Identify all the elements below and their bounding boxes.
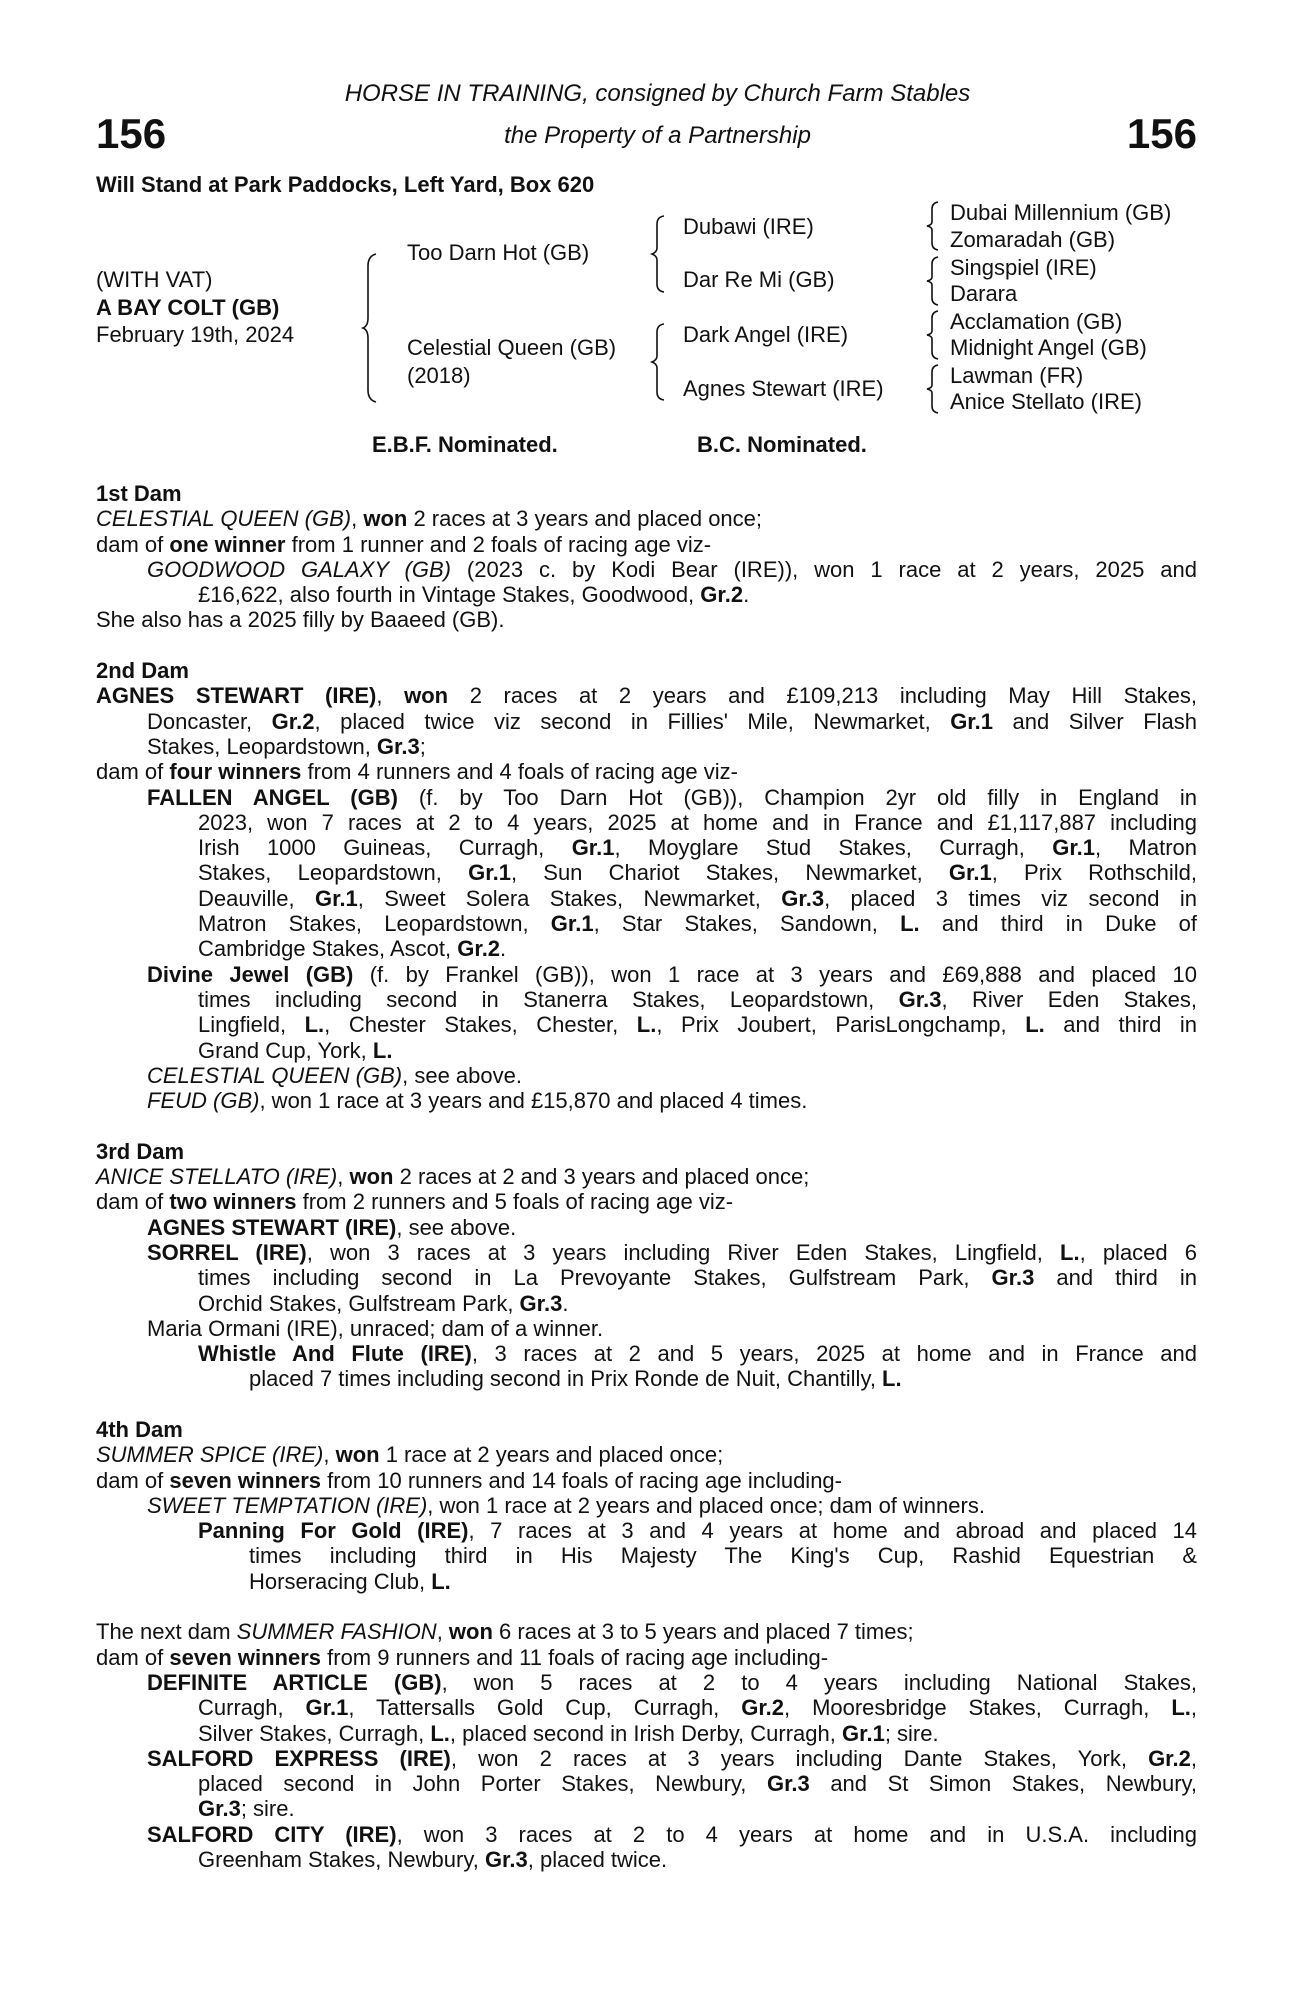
entry-line xyxy=(96,987,1197,1012)
entry-line xyxy=(96,759,1197,784)
bold-text: SORREL (IRE) xyxy=(147,1239,307,1265)
entry-line xyxy=(96,1012,1197,1037)
text: Horseracing Club, xyxy=(249,1568,432,1594)
text: (f. by Too Darn Hot (GB)), Champion 2yr old filly in England in xyxy=(397,784,1198,810)
pedigree-gen3: Dubai Millennium (GB) xyxy=(950,200,1172,225)
bold-text: L. xyxy=(1171,1695,1191,1721)
section-heading: 3rd Dam xyxy=(96,1138,185,1164)
text: , xyxy=(436,1619,449,1645)
text: , placed twice. xyxy=(527,1847,668,1873)
pedigree-gen3: Anice Stellato (IRE) xyxy=(950,389,1142,414)
bold-text: Gr.3 xyxy=(484,1847,528,1873)
bold-text: won xyxy=(363,506,408,532)
text: , xyxy=(1190,1745,1197,1771)
brace-icon xyxy=(924,255,944,307)
text: , Sweet Solera Stakes, Newmarket, xyxy=(357,885,782,911)
ebf-nomination: E.B.F. Nominated. xyxy=(372,432,558,457)
pedigree-gen3: Lawman (FR) xyxy=(950,363,1084,388)
bold-text: Gr.2 xyxy=(271,708,315,734)
entry-line xyxy=(96,1493,1197,1518)
pedigree-dam-sire: Dark Angel (IRE) xyxy=(683,322,849,347)
text: Irish 1000 Guineas, Curragh, xyxy=(198,835,572,861)
pedigree-entry xyxy=(96,1746,1197,1822)
pedigree-entry xyxy=(96,532,1197,557)
bold-text: Panning For Gold (IRE) xyxy=(198,1518,469,1544)
text: dam of xyxy=(96,1644,170,1670)
bold-text: L. xyxy=(882,1366,902,1392)
text: 2 races at 2 and 3 years and placed once; xyxy=(393,1164,810,1190)
entry-line xyxy=(96,1366,1197,1391)
horse-name: A BAY COLT (GB) xyxy=(96,295,280,320)
pedigree-entry xyxy=(96,1341,1197,1392)
text: , xyxy=(1190,1695,1197,1721)
text: , won 1 race at 2 years and placed once; dam of winners. xyxy=(427,1492,985,1518)
entry-line xyxy=(96,1341,1197,1366)
text: , placed 6 xyxy=(1079,1239,1198,1265)
text: , Moyglare Stud Stakes, Curragh, xyxy=(614,835,1053,861)
text: dam of xyxy=(96,1189,170,1215)
pedigree-sire-dam: Dar Re Mi (GB) xyxy=(683,267,835,292)
entry-line xyxy=(96,709,1197,734)
pedigree-dam-year: (2018) xyxy=(407,363,471,388)
pedigree-entry xyxy=(96,1240,1197,1316)
text: . xyxy=(562,1290,569,1316)
pedigree-entry xyxy=(96,962,1197,1063)
section-heading: 2nd Dam xyxy=(96,658,189,684)
bold-text: L. xyxy=(900,911,920,937)
text: , won 1 race at 3 years and £15,870 and placed 4 times. xyxy=(259,1088,808,1114)
text: Curragh, xyxy=(198,1695,306,1721)
text: times including second in Stanerra Stakes, Leopardstown, xyxy=(198,986,899,1012)
brace-icon xyxy=(650,322,670,402)
text: (f. by Frankel (GB)), won 1 race at 3 years and £69,888 and placed 10 xyxy=(353,961,1197,987)
bold-text: one winner xyxy=(169,531,286,557)
dam-section xyxy=(96,481,1197,633)
entry-line xyxy=(96,582,1197,607)
text: , xyxy=(323,1442,336,1468)
bold-text: won xyxy=(448,1619,493,1645)
pedigree-entry xyxy=(96,1619,1197,1644)
pedigree-entry xyxy=(96,1189,1197,1214)
bold-text: Gr.3 xyxy=(991,1265,1035,1291)
bold-text: L. xyxy=(1025,1012,1045,1038)
text: She also has a 2025 filly by Baaeed (GB). xyxy=(96,607,505,633)
text: ; xyxy=(419,733,426,759)
text: , see above. xyxy=(402,1062,522,1088)
text: Doncaster, xyxy=(147,708,272,734)
text: , Chester Stakes, Chester, xyxy=(324,1012,637,1038)
entry-line xyxy=(96,886,1197,911)
bold-text: Whistle And Flute (IRE) xyxy=(198,1341,472,1367)
bold-text: DEFINITE ARTICLE (GB) xyxy=(147,1669,442,1695)
entry-line xyxy=(96,607,1197,632)
pedigree-entry xyxy=(96,1822,1197,1873)
bold-text: SALFORD CITY (IRE) xyxy=(147,1821,397,1847)
text: placed 7 times including second in Prix Ronde de Nuit, Chantilly, xyxy=(249,1366,883,1392)
text: from 10 runners and 14 foals of racing age including- xyxy=(321,1467,842,1493)
vat-note: (WITH VAT) xyxy=(96,267,213,292)
pedigree-entry xyxy=(96,1215,1197,1240)
text: , placed twice viz second in Fillies' Mile, Newmarket, xyxy=(314,708,951,734)
entry-line xyxy=(96,1442,1197,1467)
pedigree-entry xyxy=(96,506,1197,531)
text: , xyxy=(376,683,405,709)
entry-line xyxy=(96,1822,1197,1847)
bold-text: L. xyxy=(1060,1239,1080,1265)
text: dam of xyxy=(96,531,170,557)
section-heading: 4th Dam xyxy=(96,1416,183,1442)
bold-text: Divine Jewel (GB) xyxy=(147,961,354,987)
bold-text: L. xyxy=(636,1012,657,1038)
text: 6 races at 3 to 5 years and placed 7 times; xyxy=(492,1619,914,1645)
text: , Star Stakes, Sandown, xyxy=(593,911,901,937)
dam-section xyxy=(96,658,1197,1113)
text: , xyxy=(337,1164,350,1190)
dam-section xyxy=(96,1417,1197,1594)
text: , won 3 races at 2 to 4 years at home and in U.S.A. including xyxy=(396,1821,1197,1847)
pedigree-entry xyxy=(96,1442,1197,1467)
bold-text: Gr.3 xyxy=(781,885,825,911)
bold-text: two winners xyxy=(169,1189,297,1215)
text: Stakes, Leopardstown, xyxy=(198,860,469,886)
entry-line xyxy=(96,1796,1197,1821)
entry-line xyxy=(96,1468,1197,1493)
text: , Prix Joubert, ParisLongchamp, xyxy=(656,1012,1026,1038)
italic-text: GOODWOOD GALAXY (GB) xyxy=(147,556,451,582)
brace-icon xyxy=(924,309,944,361)
section-heading: 1st Dam xyxy=(96,481,182,506)
dam-section xyxy=(96,1139,1197,1392)
entry-line xyxy=(96,734,1197,759)
text: Grand Cup, York, xyxy=(198,1037,373,1063)
entry-line xyxy=(96,1291,1197,1316)
text: times including second in La Prevoyante Stakes, Gulfstream Park, xyxy=(198,1265,992,1291)
text: , won 3 races at 3 years including River Eden Stakes, Lingfield, xyxy=(306,1239,1061,1265)
text: Greenham Stakes, Newbury, xyxy=(198,1847,485,1873)
italic-text: FEUD (GB) xyxy=(147,1088,260,1114)
bc-nomination: B.C. Nominated. xyxy=(697,432,867,457)
entry-line xyxy=(96,1645,1197,1670)
pedigree-entry xyxy=(96,1468,1197,1493)
lot-number-right: 156 xyxy=(1126,110,1197,157)
entry-line xyxy=(96,557,1197,582)
brace-icon xyxy=(650,214,670,294)
entry-line xyxy=(96,936,1197,961)
text: from 2 runners and 5 foals of racing age viz- xyxy=(296,1189,734,1215)
pedigree-gen3: Acclamation (GB) xyxy=(950,309,1123,334)
text: Stakes, Leopardstown, xyxy=(147,733,377,759)
italic-text: CELESTIAL QUEEN (GB) xyxy=(147,1062,403,1088)
entry-line xyxy=(96,1063,1197,1088)
entry-line xyxy=(96,810,1197,835)
pedigree-entry xyxy=(96,1164,1197,1189)
pedigree-entry xyxy=(96,1670,1197,1746)
entry-line xyxy=(96,683,1197,708)
consignor-line: HORSE IN TRAINING, consigned by Church Farm Stables xyxy=(344,80,971,107)
bold-text: Gr.1 xyxy=(842,1720,885,1746)
bold-text: Gr.2 xyxy=(700,582,744,608)
pedigree-entry xyxy=(96,1063,1197,1088)
lot-number-left: 156 xyxy=(96,110,167,157)
text: . xyxy=(500,936,507,962)
text: , xyxy=(351,506,364,532)
text: , Tattersalls Gold Cup, Curragh, xyxy=(348,1695,742,1721)
entry-line xyxy=(96,1164,1197,1189)
entry-line xyxy=(96,1316,1197,1341)
bold-text: seven winners xyxy=(169,1644,322,1670)
bold-text: AGNES STEWART (IRE) xyxy=(96,683,377,709)
text: and Silver Flash xyxy=(993,708,1197,734)
bold-text: Gr.3 xyxy=(898,986,942,1012)
bold-text: FALLEN ANGEL (GB) xyxy=(147,784,398,810)
text: £16,622, also fourth in Vintage Stakes, Goodwood, xyxy=(198,582,701,608)
stand-location: Will Stand at Park Paddocks, Left Yard, Box 620 xyxy=(96,172,595,197)
pedigree-entry xyxy=(96,557,1197,608)
text: and third in Duke of xyxy=(919,911,1197,937)
bold-text: L. xyxy=(430,1720,450,1746)
text: , 7 races at 3 and 4 years at home and abroad and placed 14 xyxy=(468,1518,1197,1544)
text: , Prix Rothschild, xyxy=(991,860,1197,886)
entry-line xyxy=(96,860,1197,885)
pedigree-entry xyxy=(96,1088,1197,1113)
italic-text: SUMMER FASHION xyxy=(236,1619,437,1645)
bold-text: L. xyxy=(372,1037,393,1063)
text: Maria Ormani (IRE), unraced; dam of a winner. xyxy=(147,1315,604,1341)
text: 2 races at 2 years and £109,213 including May Hill Stakes, xyxy=(448,683,1198,709)
bold-text: Gr.1 xyxy=(950,708,993,734)
text: from 9 runners and 11 foals of racing age including- xyxy=(321,1644,829,1670)
entry-line xyxy=(96,1695,1197,1720)
text: 1 race at 2 years and placed once; xyxy=(379,1442,724,1468)
entry-line xyxy=(96,1847,1197,1872)
pedigree-gen3: Singspiel (IRE) xyxy=(950,255,1097,280)
text: , Matron xyxy=(1095,835,1197,861)
bold-text: Gr.1 xyxy=(314,885,358,911)
bold-text: L. xyxy=(431,1568,451,1594)
text: times including third in His Majesty The King's Cup, Rashid Equestrian & xyxy=(249,1543,1197,1569)
text: (2023 c. by Kodi Bear (IRE)), won 1 race at 2 years, 2025 and xyxy=(450,556,1197,582)
pedigree-entry xyxy=(96,1316,1197,1341)
entry-line xyxy=(96,962,1197,987)
pedigree-sire: Too Darn Hot (GB) xyxy=(407,240,590,265)
bold-text: Gr.2 xyxy=(1148,1745,1191,1771)
bold-text: four winners xyxy=(169,759,302,785)
entry-line xyxy=(96,1771,1197,1796)
entry-line xyxy=(96,532,1197,557)
text: , River Eden Stakes, xyxy=(941,986,1197,1012)
entry-line xyxy=(96,1088,1197,1113)
pedigree-entry xyxy=(96,1518,1197,1594)
entry-line xyxy=(96,1670,1197,1695)
text: from 4 runners and 4 foals of racing age viz- xyxy=(301,759,738,785)
pedigree-dam: Celestial Queen (GB) xyxy=(407,335,617,360)
pedigree-entry xyxy=(96,607,1197,632)
entry-line xyxy=(96,1240,1197,1265)
pedigree-gen3: Midnight Angel (GB) xyxy=(950,335,1147,360)
text: from 1 runner and 2 foals of racing age viz- xyxy=(285,531,712,557)
text: and third in xyxy=(1044,1012,1197,1038)
entry-line xyxy=(96,1038,1197,1063)
bold-text: Gr.1 xyxy=(550,911,594,937)
pedigree-entry xyxy=(96,1493,1197,1518)
text: ; sire. xyxy=(240,1796,295,1822)
text: . xyxy=(743,582,750,608)
pedigree-entry xyxy=(96,683,1197,759)
text: ; sire. xyxy=(884,1720,939,1746)
text: and third in xyxy=(1034,1265,1197,1291)
vendor-line: the Property of a Partnership xyxy=(504,122,811,149)
text: , won 5 races at 2 to 4 years including National Stakes, xyxy=(441,1669,1197,1695)
pedigree-sire-sire: Dubawi (IRE) xyxy=(683,214,814,239)
bold-text: L. xyxy=(304,1012,325,1038)
text: Matron Stakes, Leopardstown, xyxy=(198,911,551,937)
text: , 3 races at 2 and 5 years, 2025 at home and in France and xyxy=(471,1341,1197,1367)
bold-text: Gr.3 xyxy=(376,733,420,759)
italic-text: SWEET TEMPTATION (IRE) xyxy=(147,1492,428,1518)
entry-line xyxy=(96,1569,1197,1594)
entry-line xyxy=(96,1518,1197,1543)
brace-icon xyxy=(924,200,944,252)
bold-text: Gr.2 xyxy=(741,1695,785,1721)
text: placed second in John Porter Stakes, Newbury, xyxy=(198,1771,767,1797)
entry-line xyxy=(96,1746,1197,1771)
bold-text: Gr.1 xyxy=(571,835,615,861)
pedigree-gen3: Darara xyxy=(950,281,1018,306)
dam-section xyxy=(96,1619,1197,1872)
bold-text: won xyxy=(349,1164,394,1190)
bold-text: won xyxy=(335,1442,380,1468)
pedigree-dam-dam: Agnes Stewart (IRE) xyxy=(683,376,884,401)
text: , see above. xyxy=(396,1214,517,1240)
text: 2 races at 3 years and placed once; xyxy=(407,506,763,532)
entry-line xyxy=(96,911,1197,936)
bold-text: won xyxy=(404,683,449,709)
bold-text: Gr.3 xyxy=(766,1771,810,1797)
bold-text: Gr.1 xyxy=(948,860,992,886)
entry-line xyxy=(96,1619,1197,1644)
text: Lingfield, xyxy=(198,1012,305,1038)
text: , placed 3 times viz second in xyxy=(824,885,1197,911)
brace-icon xyxy=(924,363,944,415)
text: Orchid Stakes, Gulfstream Park, xyxy=(198,1290,520,1316)
bold-text: Gr.1 xyxy=(1052,835,1096,861)
entry-line xyxy=(96,1721,1197,1746)
pedigree-entry xyxy=(96,1645,1197,1670)
text: dam of xyxy=(96,759,170,785)
pedigree-gen3: Zomaradah (GB) xyxy=(950,227,1116,252)
italic-text: ANICE STELLATO (IRE) xyxy=(96,1164,338,1190)
text: , Sun Chariot Stakes, Newmarket, xyxy=(510,860,949,886)
text: Deauville, xyxy=(198,885,315,911)
entry-line xyxy=(96,1189,1197,1214)
text: The next dam xyxy=(96,1619,237,1645)
bold-text: Gr.3 xyxy=(198,1796,241,1822)
dam-line-pages xyxy=(96,481,1197,1872)
italic-text: CELESTIAL QUEEN (GB) xyxy=(96,506,352,532)
bold-text: SALFORD EXPRESS (IRE) xyxy=(147,1745,451,1771)
entry-line xyxy=(96,1215,1197,1240)
bold-text: Gr.3 xyxy=(519,1290,563,1316)
text: , Mooresbridge Stakes, Curragh, xyxy=(784,1695,1172,1721)
pedigree-entry xyxy=(96,759,1197,784)
text: dam of xyxy=(96,1467,170,1493)
entry-line xyxy=(96,506,1197,531)
text: , placed second in Irish Derby, Curragh, xyxy=(449,1720,842,1746)
text: 2023, won 7 races at 2 to 4 years, 2025 at home and in France and £1,117,887 including xyxy=(198,809,1197,835)
bold-text: AGNES STEWART (IRE) xyxy=(147,1214,397,1240)
text: Silver Stakes, Curragh, xyxy=(198,1720,431,1746)
foaling-date: February 19th, 2024 xyxy=(96,322,295,347)
entry-line xyxy=(96,1543,1197,1568)
entry-line xyxy=(96,785,1197,810)
bold-text: seven winners xyxy=(169,1467,322,1493)
entry-line xyxy=(96,1265,1197,1290)
text: , won 2 races at 3 years including Dante Stakes, York, xyxy=(450,1745,1149,1771)
text: and St Simon Stakes, Newbury, xyxy=(809,1771,1197,1797)
text: Cambridge Stakes, Ascot, xyxy=(198,936,458,962)
bold-text: Gr.1 xyxy=(468,860,511,886)
pedigree-entry xyxy=(96,785,1197,962)
bold-text: Gr.2 xyxy=(457,936,501,962)
italic-text: SUMMER SPICE (IRE) xyxy=(96,1442,324,1468)
brace-icon xyxy=(362,252,382,404)
entry-line xyxy=(96,835,1197,860)
bold-text: Gr.1 xyxy=(305,1695,349,1721)
